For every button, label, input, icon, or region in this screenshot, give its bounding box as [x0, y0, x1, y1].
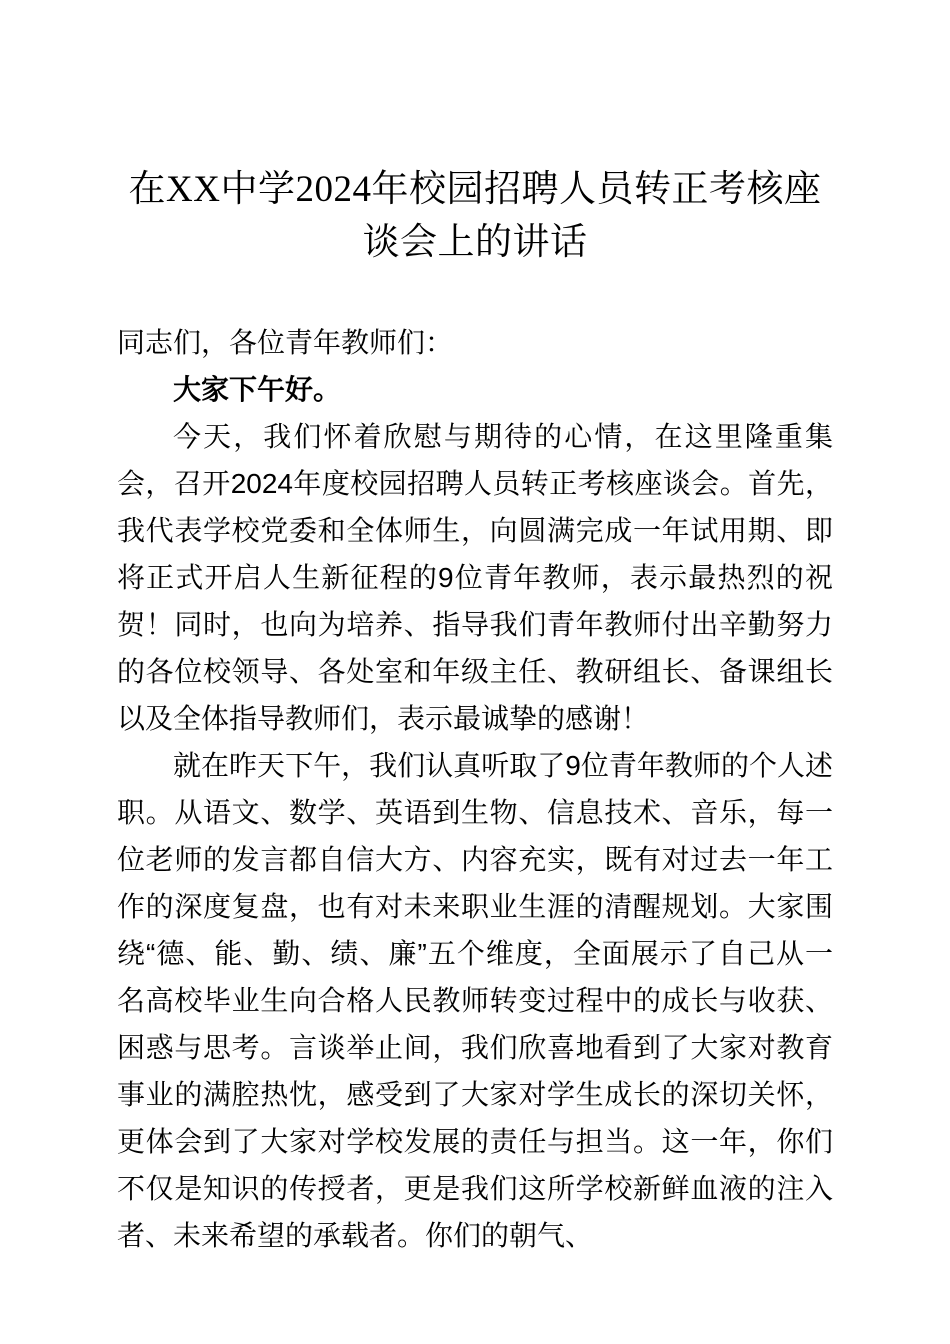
salutation-line: 同志们，各位青年教师们： [117, 327, 454, 358]
document-title: 在XX中学2024年校园招聘人员转正考核座谈会上的讲话 [128, 169, 822, 263]
paragraph-1: 今天，我们怀着欣慰与期待的心情，在这里隆重集会，召开2024年度校园招聘人员转正考核座谈会。首先，我代表学校党委和全体师生，向圆满完成一年试用期、即将正式开启人生新征程的9位青年教师，表示最热烈的祝贺！同时，也向为培养、指导我们青年教师付出辛勤努力的各位校领导、各处室和年级主任、教研组长、备课组长以及全体指导教师们，表示最诚挚的感谢！ [117, 421, 833, 734]
paragraph-2: 就在昨天下午，我们认真听取了9位青年教师的个人述职。从语文、数学、英语到生物、信息技术、音乐，每一位老师的发言都自信大方、内容充实，既有对过去一年工作的深度复盘，也有对未来职业生涯的清醒规划。大家围绕“德、能、勤、绩、廉”五个维度，全面展示了自己从一名高校毕业生向合格人民教师转变过程中的成长与收获、困惑与思考。言谈举止间，我们欣喜地看到了大家对教育事业的满腔热忱，感受到了大家对学生成长的深切关怀，更体会到了大家对学校发展的责任与担当。这一年，你们不仅是知识的传授者，更是我们这所学校新鲜血液的注入者、未来希望的承载者。你们的朝气、 [117, 750, 833, 1251]
document-body [117, 319, 833, 1259]
greeting-line: 大家下午好。 [173, 374, 342, 405]
